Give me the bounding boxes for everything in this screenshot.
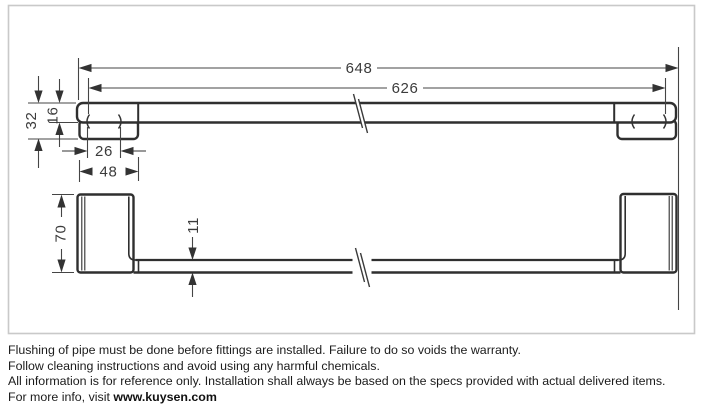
dim-label-16: 16	[44, 106, 62, 125]
website-link: www.kuysen.com	[113, 390, 217, 405]
dim-label-26: 26	[95, 143, 113, 160]
notes-block	[8, 343, 709, 406]
dim-label-11: 11	[185, 217, 202, 234]
left-post	[78, 195, 134, 273]
note-line-2: Follow cleaning instructions and avoid using any harmful chemicals.	[8, 358, 380, 373]
right-post	[621, 194, 677, 273]
bar-top-view	[77, 103, 676, 123]
note-line-4-prefix: For more info, visit	[8, 390, 114, 405]
dim-label-70: 70	[52, 224, 70, 243]
note-line-3: All information is for reference only. Installation shall always be based on the specs provided with actual delivered items.	[8, 374, 666, 389]
dim-label-32: 32	[23, 111, 40, 130]
note-line-1: Flushing of pipe must be done before fittings are installed. Failure to do so voids the warranty.	[8, 343, 521, 357]
dim-label-626: 626	[391, 80, 419, 97]
dim-label-648: 648	[345, 60, 373, 77]
dim-label-48: 48	[99, 163, 118, 181]
note-line-4	[8, 390, 709, 406]
